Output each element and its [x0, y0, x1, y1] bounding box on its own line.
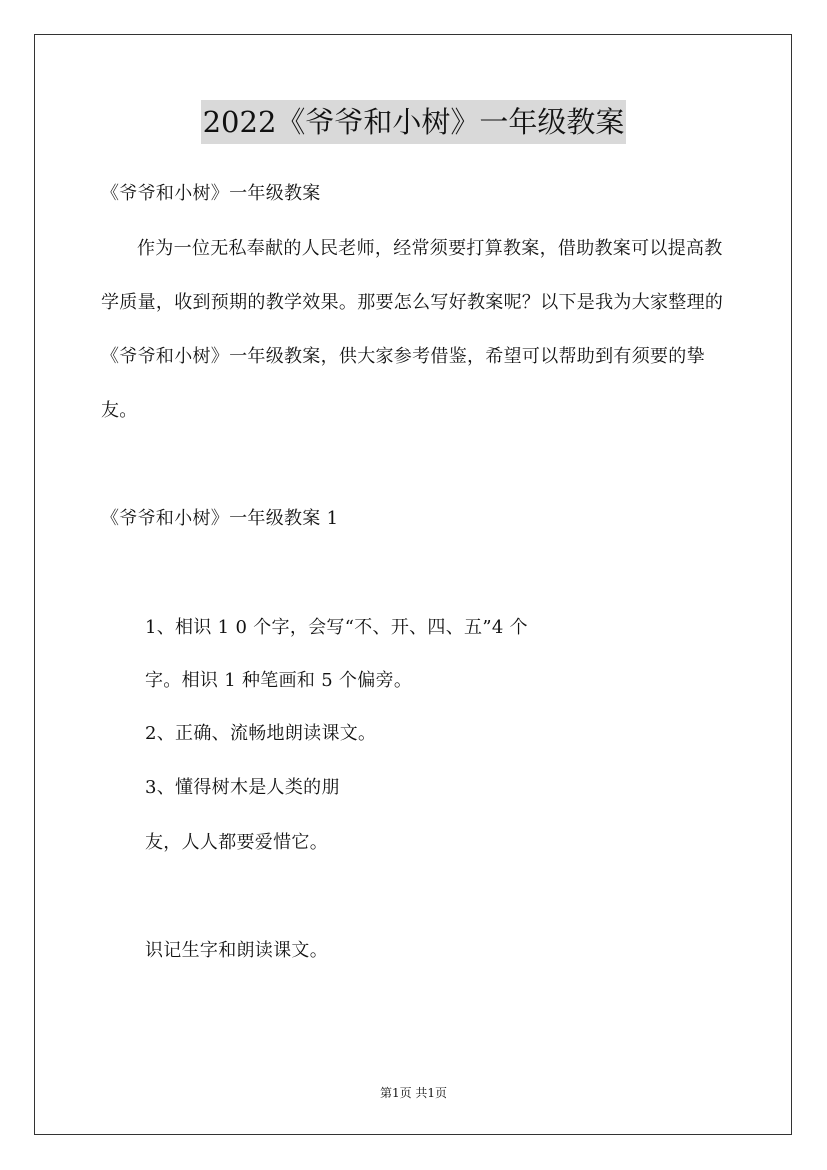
goal-1-line-1: 1、相识 1 0 个字，会写“不、开、四、五”4 个 — [145, 617, 528, 638]
document-subtitle: 《爷爷和小树》一年级教案 — [101, 183, 321, 204]
goal-3-line-1: 3、懂得树木是人类的朋 — [145, 777, 340, 798]
intro-paragraph: 作为一位无私奉献的人民老师，经常须要打算教案，借助教案可以提高教学质量，收到预期的教学效果。那要怎么写好教案呢？以下是我为大家整理的《爷爷和小树》一年级教案，供大家参考借鉴，希望可以帮助到有须要的挚友。 — [101, 238, 724, 421]
key-point: 识记生字和朗读课文。 — [145, 940, 328, 961]
section-heading: 《爷爷和小树》一年级教案 1 — [101, 508, 339, 529]
title-container — [0, 100, 827, 144]
page-footer: 第1页 共1页 — [379, 1086, 448, 1100]
document-title: 2022《爷爷和小树》一年级教案 — [201, 100, 627, 144]
goal-1-line-2: 字。相识 1 种笔画和 5 个偏旁。 — [145, 670, 413, 691]
goal-3-line-2: 友，人人都要爱惜它。 — [145, 832, 328, 853]
goal-2: 2、正确、流畅地朗读课文。 — [145, 723, 377, 744]
